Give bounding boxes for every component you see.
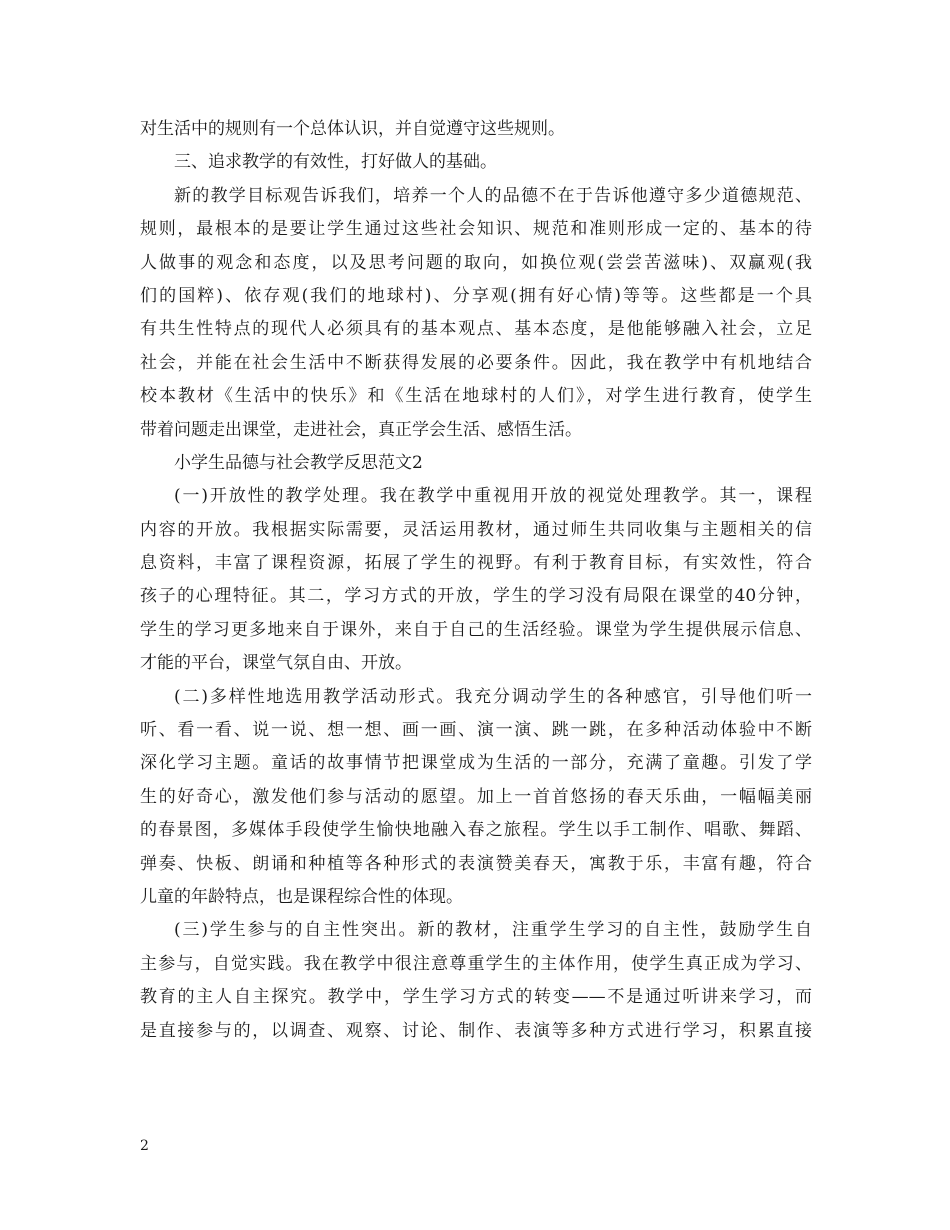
text-line: 校本教材《生活中的快乐》和《生活在地球村的人们》，对学生进行教育，使学生 <box>140 386 812 407</box>
text-line: 规则，最根本的是要让学生通过这些社会知识、规范和准则形成一定的、基本的待 <box>140 219 812 240</box>
text-line: 的春景图，多媒体手段使学生愉快地融入春之旅程。学生以手工制作、唱歌、舞蹈、 <box>140 820 812 841</box>
page-number: 2 <box>140 1138 149 1154</box>
text-line: 社会，并能在社会生活中不断获得发展的必要条件。因此，我在教学中有机地结合 <box>140 352 812 373</box>
text-line: (三)学生参与的自主性突出。新的教材，注重学生学习的自主性，鼓励学生自 <box>174 920 812 941</box>
text-line: 息资料，丰富了课程资源，拓展了学生的视野。有利于教育目标，有实效性，符合 <box>140 553 812 574</box>
text-line: 教育的主人自主探究。教学中，学生学习方式的转变——不是通过听讲来学习，而 <box>140 987 812 1008</box>
text-line: 是直接参与的，以调查、观察、讨论、制作、表演等多种方式进行学习，积累直接 <box>140 1020 812 1041</box>
text-line: 生的好奇心，激发他们参与活动的愿望。加上一首首悠扬的春天乐曲，一幅幅美丽 <box>140 786 812 807</box>
text-line: (一)开放性的教学处理。我在教学中重视用开放的视觉处理教学。其一，课程 <box>174 486 812 507</box>
text-line: 听、看一看、说一说、想一想、画一画、演一演、跳一跳，在多种活动体验中不断 <box>140 720 812 741</box>
text-line: 人做事的观念和态度，以及思考问题的取向，如换位观(尝尝苦滋味)、双赢观(我 <box>140 252 812 273</box>
text-line: 们的国粹)、依存观(我们的地球村)、分享观(拥有好心情)等等。这些都是一个具 <box>140 285 812 306</box>
text-line: 学生的学习更多地来自于课外，来自于自己的生活经验。课堂为学生提供展示信息、 <box>140 619 812 640</box>
text-line: 新的教学目标观告诉我们，培养一个人的品德不在于告诉他遵守多少道德规范、 <box>174 185 812 206</box>
text-line: 儿童的年龄特点，也是课程综合性的体现。 <box>140 886 463 907</box>
text-line: 小学生品德与社会教学反思范文2 <box>174 452 423 473</box>
text-line: 三、追求教学的有效性，打好做人的基础。 <box>174 152 497 173</box>
text-line: 内容的开放。我根据实际需要，灵活运用教材，通过师生共同收集与主题相关的信 <box>140 519 812 540</box>
text-line: 弹奏、快板、朗诵和种植等各种形式的表演赞美春天，寓教于乐，丰富有趣，符合 <box>140 853 812 874</box>
text-line: 才能的平台，课堂气氛自由、开放。 <box>140 653 412 674</box>
document-body <box>140 113 812 1048</box>
text-line: 对生活中的规则有一个总体认识，并自觉遵守这些规则。 <box>140 119 565 139</box>
text-line: 主参与，自觉实践。我在教学中很注意尊重学生的主体作用，使学生真正成为学习、 <box>140 953 812 974</box>
text-line: 孩子的心理特征。其二，学习方式的开放，学生的学习没有局限在课堂的40分钟， <box>140 586 812 607</box>
text-line: 有共生性特点的现代人必须具有的基本观点、基本态度，是他能够融入社会，立足 <box>140 319 812 340</box>
text-line: 深化学习主题。童话的故事情节把课堂成为生活的一部分，充满了童趣。引发了学 <box>140 753 812 774</box>
text-line: (二)多样性地选用教学活动形式。我充分调动学生的各种感官，引导他们听一 <box>174 686 812 707</box>
text-line: 带着问题走出课堂，走进社会，真正学会生活、感悟生活。 <box>140 419 582 440</box>
